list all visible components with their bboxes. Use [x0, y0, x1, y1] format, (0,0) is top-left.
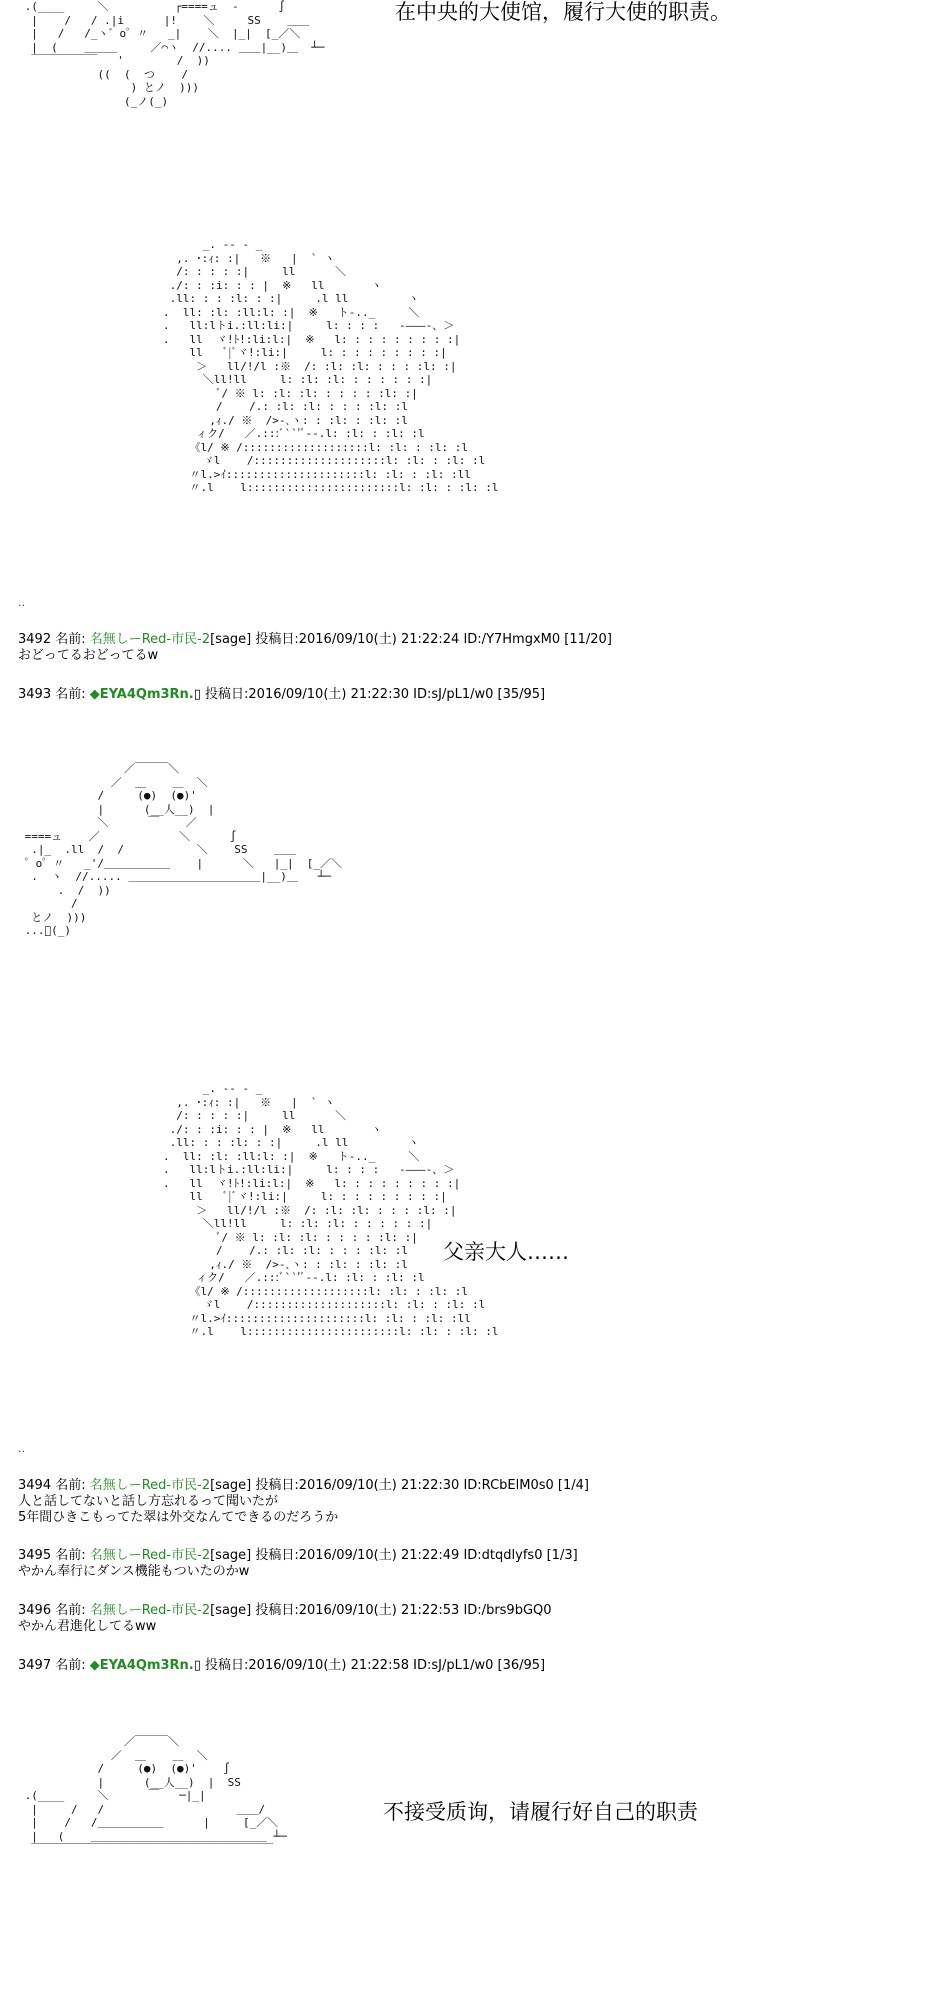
poster-name[interactable]: 名無しーRed-市民-2	[89, 1548, 211, 1563]
caption-bottom: 不接受质询，请履行好自己的职责	[383, 1800, 698, 1824]
post-header-prefix: 3496 名前:	[18, 1603, 90, 1618]
post-header-prefix: 3492 名前:	[18, 632, 90, 647]
poster-trip[interactable]: ◆EYA4Qm3Rn.	[89, 1658, 194, 1673]
post-header-suffix: [sage] 投稿日:2016/09/10(土) 21:22:53 ID:/brs9bGQ0	[210, 1603, 552, 1618]
caption-top: 在中央的大使馆，履行大使的职责。	[395, 0, 731, 24]
post-body-line: やかん君進化してるww	[18, 1619, 157, 1634]
post-header-suffix: ▯ 投稿日:2016/09/10(土) 21:22:30 ID:sJ/pL1/w0 [35/95]	[193, 687, 546, 702]
ascii-art-top-left: .(____ ＼ ┌====ュ - ∫ | / / .|i |! ＼ SS ＿＿ | / /_ヽ゛o゜〃 _| ＼ |_| [_／＼ | ( ＿＿＿ ／⌒ヽ //.... ＿＿|__)＿ ┴─ ￣￣￣￣￣￣ ' / )) (( ( つ / ) とノ ))) (_ノ(_)	[24, 0, 325, 108]
post-3496	[18, 1603, 552, 1635]
poster-name[interactable]: 名無しーRed-市民-2	[89, 1603, 211, 1618]
ascii-art-mid-left: ／￣￣￣＼ ／ ＿ ＿ ＼ / (●) (●)' | (__人__) | ＼ ￣ ／ ====ュ ／ ＼ ∫ .|_ .ll / / ＼ SS ＿＿ ゜o゜〃 _'/＿＿＿＿＿＿ | ＼ |_| [_／＼ . ヽ //..... ＿＿＿＿＿＿＿＿＿＿＿＿|__)＿ ┴─ . / )) / とノ ))) ...ﾟ(_)	[24, 762, 343, 937]
ascii-art-bottom-left: ／￣￣￣＼ ／ ＿ ＿ ＼ / (●) (●)' ∫ | (__人__) | SS .(____ ＼ ￣ ─|_| | / / ＿＿/ | / /＿＿＿＿＿＿ | [_／＼ | ( ＿＿＿＿＿＿＿＿＿＿＿＿＿＿＿＿ ┴─ ￣￣￣￣￣￣￣￣￣￣￣￣￣￣￣￣￣￣￣￣￣￣	[24, 1735, 287, 1856]
post-header-suffix: [sage] 投稿日:2016/09/10(土) 21:22:24 ID:/Y7HmgxM0 [11/20]	[210, 632, 612, 647]
ascii-art-girl-1: _. -‐ - _ ,. ･:ｨ: :| ※ | ` ヽ /: : : : :| ll ＼ ./: : :i: : : | ※ ll ヽ .ll: : : :l: : :| .l ll ヽ . ll: :l: :ll:l: :| ※ ト-.._ ＼ . ll:lトi.:ll:li:| l: : : : ‐―――‐、＞ . ll ヾ!ﾄ!:li:l:| ※ l: : : : : : : : :| ll ﾞ|ﾞヾ!:li:| l: : : : : : : : :| ＞ ll/!/l :※ /: :l: :l: : : : :l: :| ＼ll!ll l: :l: :l: : : : : : :| ﾞ/ ※ l: :l: :l: : : : : :l: :| / /.: :l: :l: : : : :l: :l ,ｨ./ ※ />-､ヽ: : :l: : :l: :l ィク/ ／.:::ﾞ``'ﾞ‐-.l: :l: : :l: :l 《l/ ※ /:::::::::::::::::::l: :l: : :l: :l ゞl /::::::::::::::::::::l: :l: : :l: :l 〃l.>ｲ:::::::::::::::::::::l: :l: : :l: :ll 〃.l l:::::::::::::::::::::::l: :l: : :l: :l	[162, 238, 499, 494]
caption-middle: 父亲大人……	[443, 1240, 569, 1264]
post-header-prefix: 3494 名前:	[18, 1478, 90, 1493]
separator-dots-1: ..	[18, 596, 25, 609]
post-header-prefix: 3495 名前:	[18, 1548, 90, 1563]
post-3495	[18, 1548, 578, 1580]
post-header-suffix: ▯ 投稿日:2016/09/10(土) 21:22:58 ID:sJ/pL1/w0 [36/95]	[193, 1658, 546, 1673]
post-header-prefix: 3493 名前:	[18, 687, 90, 702]
poster-name[interactable]: 名無しーRed-市民-2	[89, 632, 211, 647]
post-3493	[18, 687, 545, 703]
post-body-line: 人と話してないと話し方忘れるって聞いたが	[18, 1494, 279, 1509]
post-body-line: やかん奉行にダンス機能もついたのかw	[18, 1564, 250, 1579]
post-body-line: 5年間ひきこもってた翠は外交なんてできるのだろうか	[18, 1510, 339, 1525]
post-header-prefix: 3497 名前:	[18, 1658, 90, 1673]
post-3497	[18, 1658, 545, 1674]
separator-dots-2: ..	[18, 1442, 25, 1455]
post-3492	[18, 632, 612, 664]
ascii-art-girl-2: _. -‐ - _ ,. ･:ｨ: :| ※ | ` ヽ /: : : : :| ll ＼ ./: : :i: : : | ※ ll ヽ .ll: : : :l: : :| .l ll ヽ . ll: :l: :ll:l: :| ※ ト-.._ ＼ . ll:lトi.:ll:li:| l: : : : ‐―――‐、＞ . ll ヾ!ﾄ!:li:l:| ※ l: : : : : : : : :| ll ﾞ|ﾞヾ!:li:| l: : : : : : : : :| ＞ ll/!/l :※ /: :l: :l: : : : :l: :| ＼ll!ll l: :l: :l: : : : : : :| ﾞ/ ※ l: :l: :l: : : : : :l: :| / /.: :l: :l: : : : :l: :l ,ｨ./ ※ />-､ヽ: : :l: : :l: :l ィク/ ／.:::ﾞ``'ﾞ‐-.l: :l: : :l: :l 《l/ ※ /:::::::::::::::::::l: :l: : :l: :l ゞl /::::::::::::::::::::l: :l: : :l: :l 〃l.>ｲ:::::::::::::::::::::l: :l: : :l: :ll 〃.l l:::::::::::::::::::::::l: :l: : :l: :l	[162, 1082, 499, 1338]
post-body-line: おどってるおどってるw	[18, 648, 159, 663]
post-header-suffix: [sage] 投稿日:2016/09/10(土) 21:22:49 ID:dtqdlyfs0 [1/3]	[210, 1548, 578, 1563]
post-3494	[18, 1478, 589, 1526]
poster-trip[interactable]: ◆EYA4Qm3Rn.	[89, 687, 194, 702]
post-header-suffix: [sage] 投稿日:2016/09/10(土) 21:22:30 ID:RCbElM0s0 [1/4]	[210, 1478, 589, 1493]
poster-name[interactable]: 名無しーRed-市民-2	[89, 1478, 211, 1493]
